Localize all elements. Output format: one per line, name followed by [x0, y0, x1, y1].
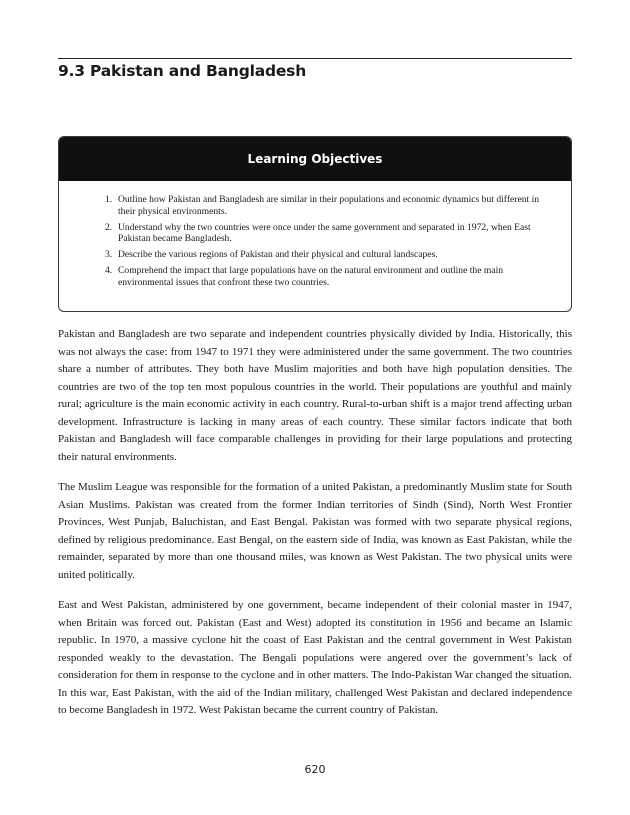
body-paragraph: The Muslim League was responsible for the formation of a united Pakistan, a predominantly Muslim state for South Asian Muslims. Pakistan was created from the former Indian territories of Sindh (Sind), North West Frontier Provinces, West Punjab, Baluchistan, and East Bengal. Pakistan was formed with two separate physical regions, defined by religious predominance. East Bengal, on the eastern side of India, was known as East Pakistan, while the remainder, separated by more than one thousand miles, was known as West Pakistan. The two physical units were united politically.: [58, 481, 572, 581]
section-title: 9.3 Pakistan and Bangladesh: [58, 62, 307, 80]
body-text: [58, 326, 572, 733]
objective-text: Describe the various regions of Pakistan and their physical and cultural landscapes.: [118, 249, 438, 261]
learning-objectives-heading: Learning Objectives: [59, 137, 571, 181]
objective-number: 3.: [105, 249, 113, 261]
objective-item: [105, 249, 557, 261]
objective-number: 4.: [105, 265, 113, 277]
objective-text: Comprehend the impact that large populations have on the natural environment and outline the main environmental issues that confront these two countries.: [118, 265, 504, 288]
objectives-list: [105, 194, 557, 293]
objective-item: [105, 194, 557, 217]
objective-item: [105, 265, 557, 288]
body-paragraph: Pakistan and Bangladesh are two separate and independent countries physically divided by India. Historically, this was not always the case: from 1947 to 1971 they were administered under the same government. The two countries share a number of attributes. They both have Muslim majorities and both have high population densities. The countries are two of the top ten most populous countries in the world. Their populations are youthful and mainly rural; agriculture is the main economic activity in each country. Rural-to-urban shift is a major trend affecting urban development. Infrastructure is lacking in many areas of each country. These similar factors indicate that both Pakistan and Bangladesh will face comparable challenges in providing for their large populations and protecting their natural environments.: [58, 328, 572, 463]
learning-objectives-box: [58, 136, 572, 312]
body-paragraph: East and West Pakistan, administered by one government, became independent of their colonial master in 1947, when Britain was forced out. Pakistan (East and West) adopted its constitution in 1956 and became an Islamic republic. In 1970, a massive cyclone hit the coast of East Pakistan and the central government in West Pakistan responded weakly to the devastation. The Bengali populations were angered over the government’s lack of consideration for them in response to the cyclone and in other matters. The Indo-Pakistan War changed the situation. In this war, East Pakistan, with the aid of the Indian military, challenged West Pakistan and declared independence to become Bangladesh in 1972. West Pakistan became the current country of Pakistan.: [58, 599, 572, 716]
objective-number: 2.: [105, 221, 113, 233]
objective-number: 1.: [105, 194, 113, 205]
objective-text: Outline how Pakistan and Bangladesh are similar in their populations and economic dynamics but different in their physical environments.: [118, 194, 540, 217]
objective-item: [105, 222, 557, 245]
objective-text: Understand why the two countries were once under the same government and separated in 1972, when East Pakistan became Bangladesh.: [118, 221, 531, 245]
page-number: 620: [304, 763, 326, 776]
title-rule: [58, 58, 572, 59]
